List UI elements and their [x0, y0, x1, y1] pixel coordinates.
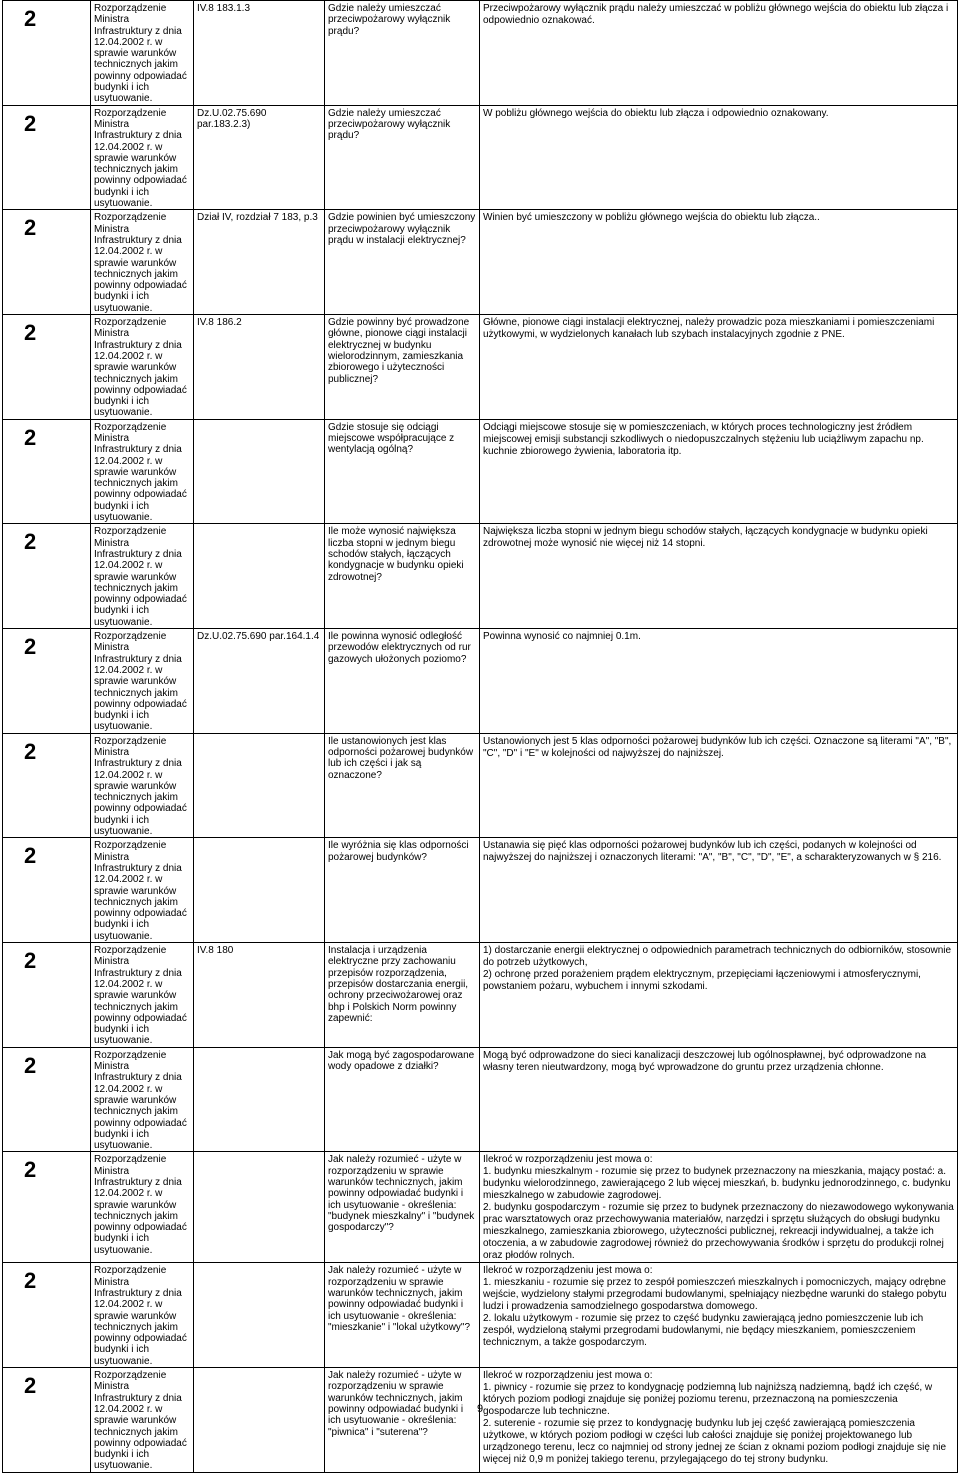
reference-cell: [194, 838, 325, 943]
table-row: [3, 1, 958, 106]
row-number-cell: 2: [3, 1, 91, 106]
table-row: [3, 838, 958, 943]
answer-line: Ustanowionych jest 5 klas odporności pożarowej budynków lub ich części. Oznaczone są literami "A", "B", "C", "D" i "E" w kolejności od najwyższej do najniższej.: [483, 735, 952, 759]
answer-line: 2. lokalu użytkowym - rozumie się przez to część budynku zawierającą jedno pomieszczenie lub ich zespół, wydzieloną stałymi przegrodami budowlanymi, nie będący mieszkaniem, pomieszczeniem technicznym, a także gospodarczym.: [483, 1313, 924, 1349]
answer-cell: [480, 838, 958, 943]
qa-table: [2, 0, 958, 1473]
table-row: [3, 943, 958, 1048]
row-number-cell: 2: [3, 524, 91, 629]
reference-cell: [194, 733, 325, 838]
answer-cell: [480, 1368, 958, 1473]
question-cell: Jak należy rozumieć - użyte w rozporządzeniu w sprawie warunków technicznych, jakim powinny odpowiadać budynki i ich usytuowanie - określenia: "budynek mieszkalny" i "budynek gospodarczy"?: [325, 1152, 480, 1263]
answer-line: Główne, pionowe ciągi instalacji elektrycznej, należy prowadzic poza mieszkaniami i pomieszczeniami użytkowymi, w wydzielonych kanałach lub szybach instalacyjnych zgodnie z PNE.: [483, 317, 935, 341]
answer-cell: [480, 943, 958, 1048]
answer-cell: [480, 1152, 958, 1263]
reference-cell: IV.8 186.2: [194, 315, 325, 420]
reference-cell: [194, 524, 325, 629]
question-cell: Ile ustanowionych jest klas odporności pożarowej budynków lub ich części i jak są oznaczone?: [325, 733, 480, 838]
answer-line: Odciągi miejscowe stosuje się w pomieszczeniach, w których proces technologiczny jest źródłem miejscowej emisji substancji szkodliwych o niedopuszczalnych stężeniu lub uciążliwym zapachu np. kuchnie zbiorowego żywienia, laboratoria itp.: [483, 421, 924, 457]
row-number-cell: 2: [3, 105, 91, 210]
source-cell: Rozporządzenie Ministra Infrastruktury z dnia 12.04.2002 r. w sprawie warunków technicznych jakim powinny odpowiadać budynki i ich usytuowanie.: [91, 315, 194, 420]
source-cell: Rozporządzenie Ministra Infrastruktury z dnia 12.04.2002 r. w sprawie warunków technicznych jakim powinny odpowiadać budynki i ich usytuowanie.: [91, 629, 194, 734]
question-cell: Ile może wynosić największa liczba stopni w jednym biegu schodów stałych, łączących kondygnacje w budynku opieki zdrowotnej?: [325, 524, 480, 629]
answer-cell: [480, 629, 958, 734]
question-cell: Gdzie należy umieszczać przeciwpożarowy wyłącznik prądu?: [325, 1, 480, 106]
source-cell: Rozporządzenie Ministra Infrastruktury z dnia 12.04.2002 r. w sprawie warunków technicznych jakim powinny odpowiadać budynki i ich usytuowanie.: [91, 524, 194, 629]
answer-line: 1. mieszkaniu - rozumie się przez to zespół pomieszczeń mieszkalnych i pomocniczych, mający odrębne wejście, wydzielony stałymi przegrodami budowlanymi, spełniający niezbędne warunki do stałego pobytu ludzi i prowadzenia samodzielnego gospodarstwa domowego.: [483, 1277, 947, 1313]
row-number-cell: 2: [3, 419, 91, 524]
answer-line: Powinna wynosić co najmniej 0.1m.: [483, 631, 641, 643]
answer-cell: [480, 1047, 958, 1152]
reference-cell: [194, 1368, 325, 1473]
source-cell: Rozporządzenie Ministra Infrastruktury z dnia 12.04.2002 r. w sprawie warunków technicznych jakim powinny odpowiadać budynki i ich usytuowanie.: [91, 1047, 194, 1152]
source-cell: Rozporządzenie Ministra Infrastruktury z dnia 12.04.2002 r. w sprawie warunków technicznych jakim powinny odpowiadać budynki i ich usytuowanie.: [91, 1263, 194, 1368]
source-cell: Rozporządzenie Ministra Infrastruktury z dnia 12.04.2002 r. w sprawie warunków technicznych jakim powinny odpowiadać budynki i ich usytuowanie.: [91, 210, 194, 315]
answer-cell: [480, 524, 958, 629]
source-cell: Rozporządzenie Ministra Infrastruktury z dnia 12.04.2002 r. w sprawie warunków technicznych jakim powinny odpowiadać budynki i ich usytuowanie.: [91, 838, 194, 943]
table-row: [3, 733, 958, 838]
answer-line: 2. budynku gospodarczym - rozumie się przez to budynek przeznaczony do niezawodowego wykonywania prac warsztatowych oraz przechowywania materiałów, narzędzi i sprzętu służących do obsługi budynku mieszkalnego, zamieszkania zbiorowego, użyteczności publicznej, rekreacji indywidualnej, a także ich otoczenia, a w zabudowie zagrodowej również do przechowywania środków i sprzętu do produkcji rolnej oraz płodów rolnych.: [483, 1202, 954, 1262]
row-number-cell: 2: [3, 315, 91, 420]
question-cell: Instalacja i urządzenia elektryczne przy zachowaniu przepisów rozporządzenia, przepisów dostarczania energii, ochrony przeciwożarowej oraz bhp i Polskich Norm powinny zapewnić:: [325, 943, 480, 1048]
answer-cell: [480, 315, 958, 420]
answer-line: W pobliżu głównego wejścia do obiektu lub złącza i odpowiednio oznakowany.: [483, 107, 829, 119]
answer-cell: [480, 210, 958, 315]
answer-cell: [480, 1263, 958, 1368]
row-number-cell: 2: [3, 943, 91, 1048]
reference-cell: Dział IV, rozdział 7 183, p.3: [194, 210, 325, 315]
reference-cell: [194, 1047, 325, 1152]
answer-line: Ustanawia się pięć klas odporności pożarowej budynków lub ich części, podanych w kolejności od najwyższej do najniższej i oznaczonych literami: "A", "B", "C", "D", "E", a scharakteryzowanych w § 216.: [483, 840, 942, 864]
answer-line: Mogą być odprowadzone do sieci kanalizacji deszczowej lub ogólnospławnej, być odprowadzone na własny teren nieutwardzony, mogą być wprowadzone do gruntu przez urządzenia chłonne.: [483, 1049, 927, 1073]
answer-line: 2) ochronę przed porażeniem prądem elektrycznym, przepięciami łączeniowymi i atmosferycznymi, powstaniem pożaru, wybuchem i innymi szkodami.: [483, 969, 921, 993]
row-number-cell: 2: [3, 838, 91, 943]
table-row: [3, 629, 958, 734]
row-number-cell: 2: [3, 210, 91, 315]
reference-cell: Dz.U.02.75.690 par.183.2.3): [194, 105, 325, 210]
table-row: [3, 1047, 958, 1152]
question-cell: Gdzie powinien być umieszczony przeciwpożarowy wyłącznik prądu w instalacji elektrycznej?: [325, 210, 480, 315]
source-cell: Rozporządzenie Ministra Infrastruktury z dnia 12.04.2002 r. w sprawie warunków technicznych jakim powinny odpowiadać budynki i ich usytuowanie.: [91, 1, 194, 106]
row-number-cell: 2: [3, 733, 91, 838]
reference-cell: [194, 1263, 325, 1368]
question-cell: Gdzie powinny być prowadzone główne, pionowe ciągi instalacji elektrycznej w budynku wielorodzinnym, zamieszkania zbiorowego i użyteczności publicznej?: [325, 315, 480, 420]
qa-table-body: [3, 1, 958, 1473]
answer-cell: [480, 1, 958, 106]
question-cell: Gdzie należy umieszczać przeciwpożarowy wyłącznik prądu?: [325, 105, 480, 210]
question-cell: Jak należy rozumieć - użyte w rozporządzeniu w sprawie warunków technicznych, jakim powinny odpowiadać budynki i ich usytuowanie - określenia: "piwnica" i "suterena"?: [325, 1368, 480, 1473]
source-cell: Rozporządzenie Ministra Infrastruktury z dnia 12.04.2002 r. w sprawie warunków technicznych jakim powinny odpowiadać budynki i ich usytuowanie.: [91, 419, 194, 524]
answer-line: Największa liczba stopni w jednym biegu schodów stałych, łączących kondygnacje w budynku opieki zdrowotnej może wynosić nie więcej niż 14 stopni.: [483, 526, 928, 550]
table-row: [3, 1263, 958, 1368]
question-cell: Ile powinna wynosić odległość przewodów elektrycznych od rur gazowych ułożonych poziomo?: [325, 629, 480, 734]
answer-line: 2. suterenie - rozumie się przez to kondygnację budynku lub jej część zawierającą pomieszczenia użytkowe, w których poziom podłogi w części lub całości znajduje się poniżej projektowanego lub urządzonego terenu, lecz co najmniej od strony jednej ze ścian z oknami poziom podłogi znajduje się nie więcej niż 0,9 m poniżej takiego terenu, przylegającego do tej strony budynku.: [483, 1418, 947, 1466]
table-row: [3, 1152, 958, 1263]
answer-line: 1) dostarczanie energii elektrycznej o odpowiednich parametrach technicznych do odbiorników, stosownie do potrzeb użytkowych,: [483, 945, 952, 969]
answer-line: Przeciwpożarowy wyłącznik prądu należy umieszczać w pobliżu głównego wejścia do obiektu lub złącza i odpowiednio oznakować.: [483, 3, 949, 26]
table-row: [3, 419, 958, 524]
source-cell: Rozporządzenie Ministra Infrastruktury z dnia 12.04.2002 r. w sprawie warunków technicznych jakim powinny odpowiadać budynki i ich usytuowanie.: [91, 105, 194, 210]
answer-cell: [480, 105, 958, 210]
reference-cell: Dz.U.02.75.690 par.164.1.4: [194, 629, 325, 734]
row-number-cell: 2: [3, 1263, 91, 1368]
source-cell: Rozporządzenie Ministra Infrastruktury z dnia 12.04.2002 r. w sprawie warunków technicznych jakim powinny odpowiadać budynki i ich usytuowanie.: [91, 1368, 194, 1473]
reference-cell: [194, 419, 325, 524]
source-cell: Rozporządzenie Ministra Infrastruktury z dnia 12.04.2002 r. w sprawie warunków technicznych jakim powinny odpowiadać budynki i ich usytuowanie.: [91, 1152, 194, 1263]
question-cell: Gdzie stosuje się odciągi miejscowe współpracujące z wentylacją ogólną?: [325, 419, 480, 524]
source-cell: Rozporządzenie Ministra Infrastruktury z dnia 12.04.2002 r. w sprawie warunków technicznych jakim powinny odpowiadać budynki i ich usytuowanie.: [91, 733, 194, 838]
answer-line: 1. budynku mieszkalnym - rozumie się przez to budynek przeznaczony na mieszkania, mający postać: a. budynku wielorodzinnego, zawierającego 2 lub więcej mieszkań, b. budynku jednorodzinnego, c. budynku mieszkalnego w zabudowie zagrodowej.: [483, 1166, 951, 1202]
reference-cell: [194, 1152, 325, 1263]
page-number: 9: [476, 1403, 484, 1415]
answer-line: 1. piwnicy - rozumie się przez to kondygnację podziemną lub najniższą nadziemną, bądź ich część, w których poziom podłogi znajduje się poniżej poziomu terenu, przeznaczoną na pomieszczenia gospodarcze lub techniczne.: [483, 1382, 933, 1418]
reference-cell: IV.8 183.1.3: [194, 1, 325, 106]
reference-cell: IV.8 180: [194, 943, 325, 1048]
answer-line: Ilekroć w rozporządzeniu jest mowa o:: [483, 1370, 653, 1382]
table-row: [3, 315, 958, 420]
question-cell: Jak mogą być zagospodarowane wody opadowe z działki?: [325, 1047, 480, 1152]
question-cell: Ile wyróżnia się klas odporności pożarowej budynków?: [325, 838, 480, 943]
row-number-cell: 2: [3, 1368, 91, 1473]
answer-line: Ilekroć w rozporządzeniu jest mowa o:: [483, 1265, 653, 1277]
question-cell: Jak należy rozumieć - użyte w rozporządzeniu w sprawie warunków technicznych, jakim powinny odpowiadać budynki i ich usytuowanie - określenia: "mieszkanie" i "lokal użytkowy"?: [325, 1263, 480, 1368]
answer-cell: [480, 733, 958, 838]
table-row: [3, 524, 958, 629]
row-number-cell: 2: [3, 1047, 91, 1152]
answer-line: Ilekroć w rozporządzeniu jest mowa o:: [483, 1154, 653, 1166]
table-row: [3, 210, 958, 315]
answer-cell: [480, 419, 958, 524]
source-cell: Rozporządzenie Ministra Infrastruktury z dnia 12.04.2002 r. w sprawie warunków technicznych jakim powinny odpowiadać budynki i ich usytuowanie.: [91, 943, 194, 1048]
answer-line: Winien być umieszczony w pobliżu głównego wejścia do obiektu lub złącza..: [483, 212, 820, 224]
row-number-cell: 2: [3, 629, 91, 734]
row-number-cell: 2: [3, 1152, 91, 1263]
table-row: [3, 105, 958, 210]
table-row: [3, 1368, 958, 1473]
